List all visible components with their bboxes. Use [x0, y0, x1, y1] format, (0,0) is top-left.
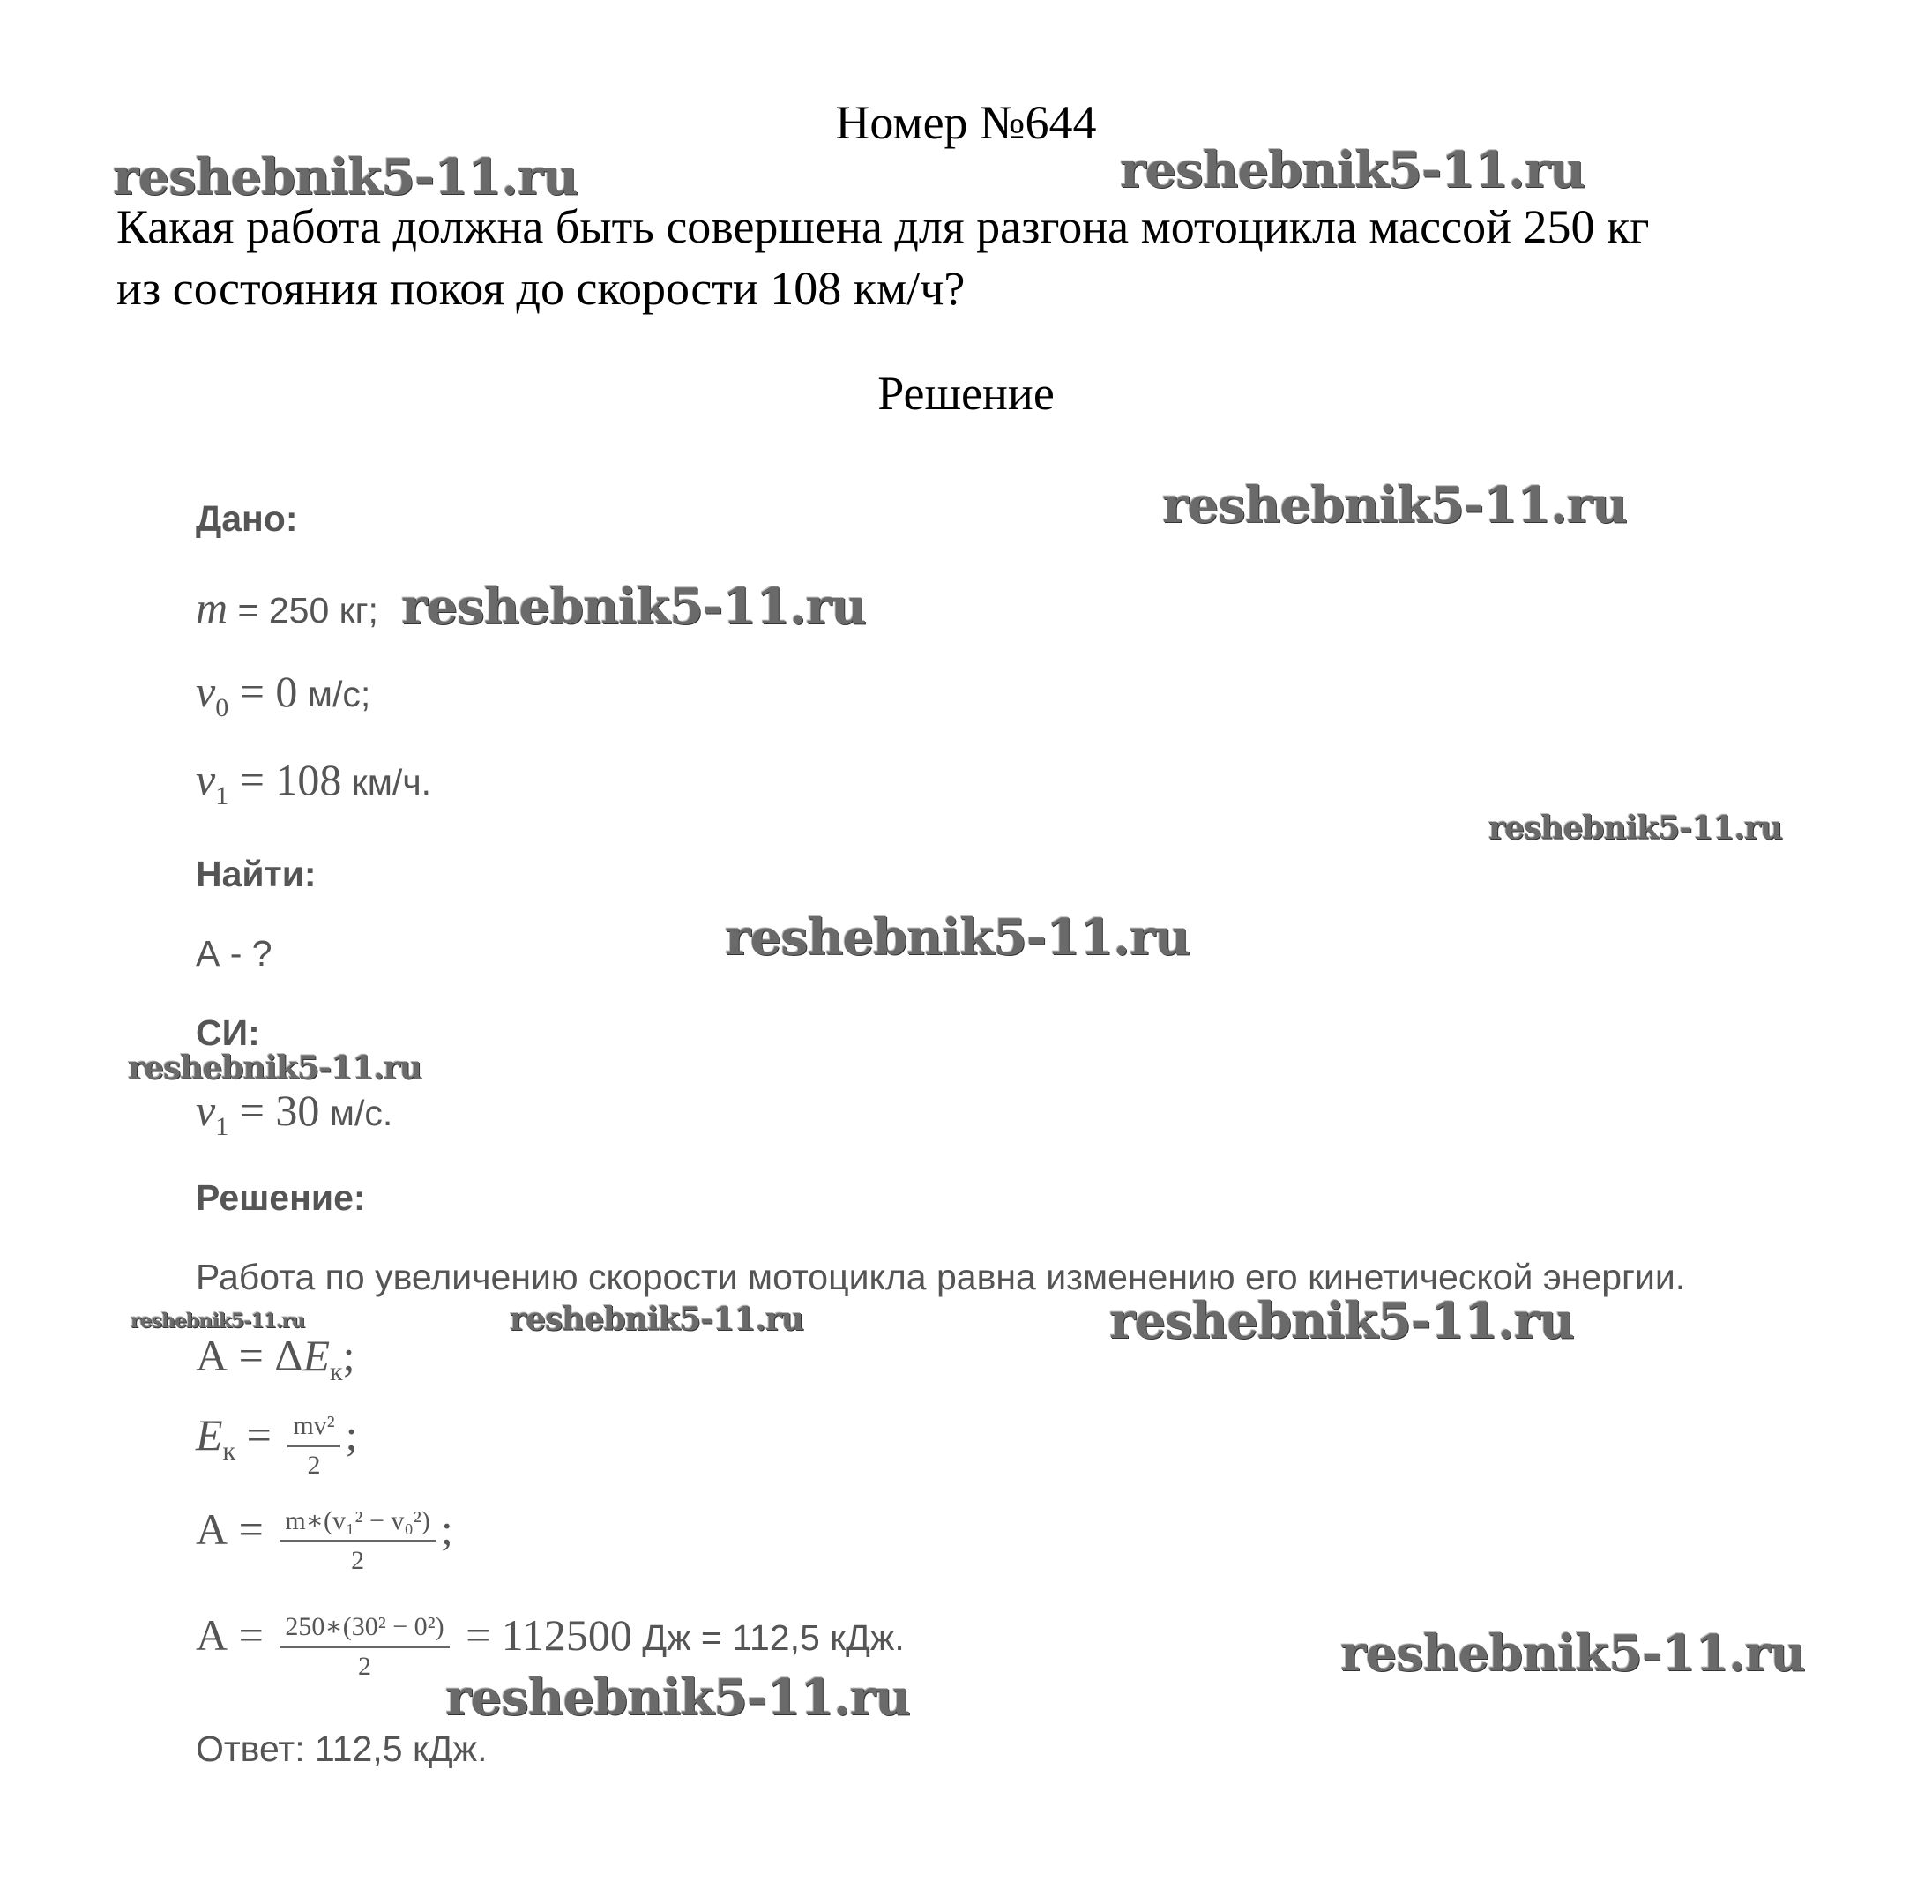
watermark: reshebnik5-11.ru	[131, 1310, 305, 1333]
watermark: reshebnik5-11.ru	[1488, 810, 1782, 847]
eq2-sub: к	[222, 1437, 236, 1466]
given-v0	[196, 666, 370, 723]
eq1-sub: к	[330, 1357, 343, 1386]
watermark: reshebnik5-11.ru	[445, 1669, 910, 1727]
given-v1	[196, 754, 431, 811]
eq4-right: = 112500	[454, 1610, 632, 1660]
v1-unit: км/ч.	[341, 762, 432, 803]
si-v1	[196, 1085, 392, 1142]
v0-eq: = 0	[228, 667, 298, 716]
eq4-left: А =	[196, 1610, 275, 1660]
si-v-var: v	[196, 1086, 216, 1135]
watermark: reshebnik5-11.ru	[128, 1049, 421, 1086]
equation-2	[196, 1409, 358, 1481]
watermark: reshebnik5-11.ru	[1109, 1292, 1574, 1350]
solution-label: Решение:	[196, 1177, 366, 1218]
eq4-fraction	[280, 1611, 449, 1682]
v1-eq: = 108	[228, 755, 342, 804]
find-label: Найти:	[196, 854, 317, 894]
watermark: reshebnik5-11.ru	[510, 1301, 803, 1338]
si-label: СИ:	[196, 1012, 260, 1053]
eq3-left: А =	[196, 1505, 275, 1554]
eq1-end: ;	[342, 1331, 355, 1380]
eq3-numerator: m∗(v₁² − v₀²)	[280, 1505, 436, 1542]
v1-var: v	[196, 755, 216, 804]
mass-var: m	[196, 583, 228, 632]
mass-value: = 250 кг;	[228, 590, 378, 631]
eq1-left: А = Δ	[196, 1331, 303, 1380]
eq3-end: ;	[440, 1505, 453, 1554]
solution-heading: Решение	[877, 367, 1055, 420]
watermark: reshebnik5-11.ru	[725, 908, 1190, 967]
watermark: reshebnik5-11.ru	[1340, 1624, 1805, 1683]
eq2-var: E	[196, 1410, 223, 1460]
eq4-units: Дж = 112,5 кДж.	[631, 1617, 905, 1658]
v0-sub: 0	[215, 693, 229, 722]
eq1-var: E	[302, 1331, 331, 1380]
answer: Ответ: 112,5 кДж.	[196, 1729, 488, 1769]
eq4-numerator: 250∗(30² − 0²)	[280, 1611, 449, 1648]
eq2-fraction	[287, 1411, 339, 1481]
task-text	[116, 196, 1845, 319]
equation-1	[196, 1330, 355, 1387]
task-line-1: Какая работа должна быть совершена для разгона мотоцикла массой 250 кг	[116, 200, 1650, 253]
si-v-unit: м/с.	[319, 1093, 393, 1133]
watermark: reshebnik5-11.ru	[1120, 141, 1585, 199]
equation-3	[196, 1504, 453, 1576]
si-v-sub: 1	[215, 1112, 229, 1141]
find-value: А - ?	[196, 933, 272, 974]
watermark: reshebnik5-11.ru	[401, 578, 866, 636]
v1-sub: 1	[215, 781, 229, 810]
eq4-denominator: 2	[357, 1651, 371, 1681]
solution-text: Работа по увеличению скорости мотоцикла равна изменению его кинетической энергии.	[196, 1257, 1686, 1297]
page-title: Номер №644	[835, 96, 1097, 149]
watermark: reshebnik5-11.ru	[113, 148, 578, 206]
si-v-eq: = 30	[228, 1086, 320, 1135]
eq2-denominator: 2	[307, 1451, 321, 1481]
eq2-eq: =	[235, 1410, 283, 1460]
given-label: Дано:	[196, 498, 298, 539]
eq3-fraction	[280, 1505, 436, 1576]
eq2-end: ;	[345, 1410, 358, 1460]
task-line-2: из состояния покоя до скорости 108 км/ч?	[116, 262, 966, 315]
v0-unit: м/с;	[297, 674, 371, 714]
given-mass	[196, 582, 378, 633]
watermark: reshebnik5-11.ru	[1162, 476, 1627, 534]
v0-var: v	[196, 667, 216, 716]
eq3-denominator: 2	[351, 1545, 365, 1575]
eq2-numerator: mv²	[287, 1411, 339, 1447]
